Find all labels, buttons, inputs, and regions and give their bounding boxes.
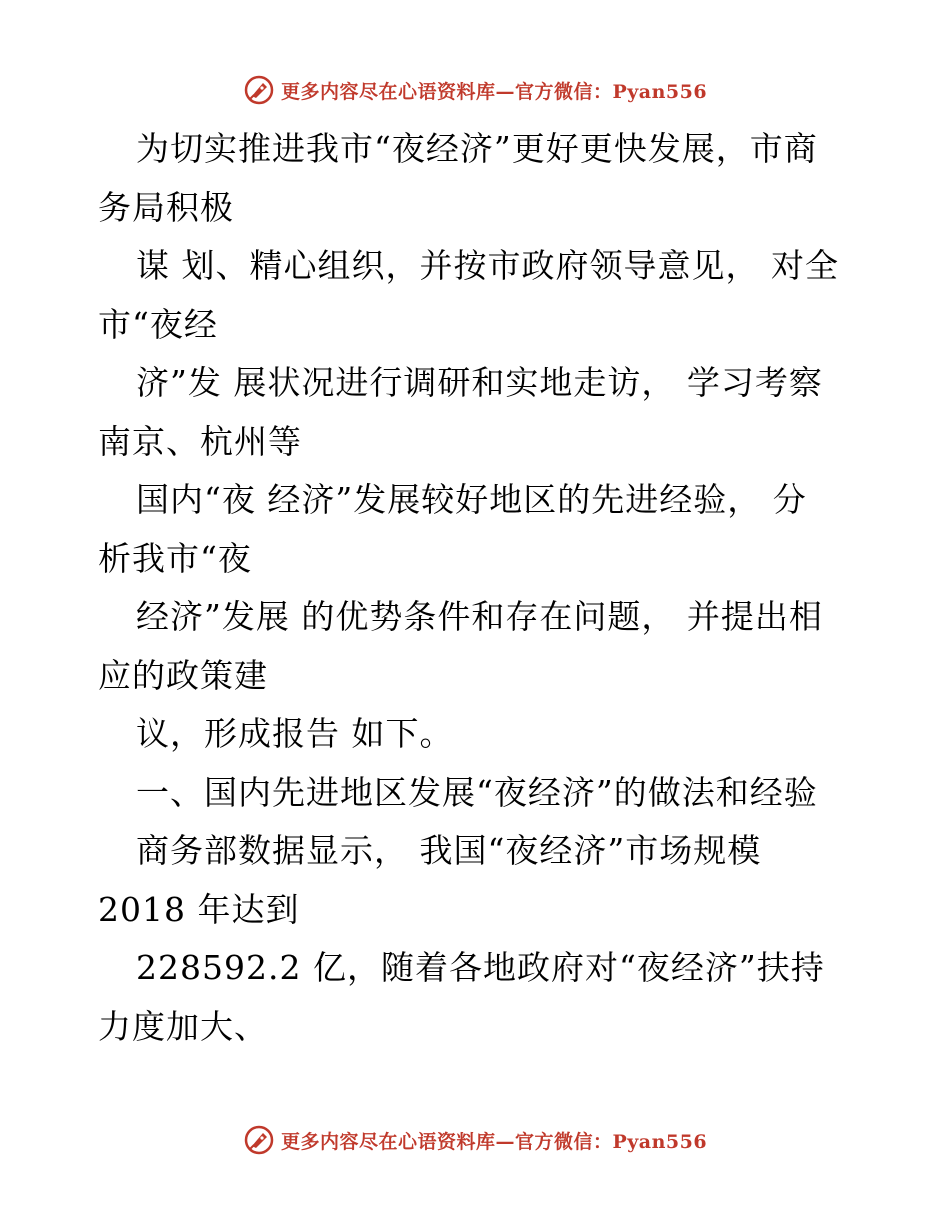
text-line: 国内“夜 经济”发展较好地区的先进经验， 分 (136, 480, 807, 519)
header-watermark (0, 70, 950, 110)
text-line: 析我市“夜 (98, 538, 252, 578)
text-line: 2018 年达到 (98, 889, 300, 929)
text-line: 商务部数据显示， 我国“夜经济”市场规模 (136, 831, 762, 870)
pen-nib-logo-icon (243, 1124, 275, 1156)
pen-nib-logo-icon (243, 74, 275, 106)
text-line: 228592.2 亿，随着各地政府对“夜经济”扶持 (136, 948, 825, 987)
text-line: 应的政策建 (98, 655, 268, 695)
text-line: 市“夜经 (98, 304, 218, 344)
text-line: 议，形成报告 如下。 (136, 714, 454, 753)
text-line: 务局积极 (98, 187, 234, 227)
watermark-text: 更多内容尽在心语资料库—官方微信：Pyan556 (280, 80, 708, 103)
footer-watermark (0, 1120, 950, 1160)
text-line: 力度加大、 (98, 1006, 268, 1046)
text-line: 济”发 展状况进行调研和实地走访， 学习考察 (136, 363, 823, 402)
text-line: 一、国内先进地区发展“夜经济”的做法和经验 (136, 772, 818, 812)
text-line: 谋 划、精心组织，并按市政府领导意见， 对全 (136, 246, 839, 285)
text-line: 南京、杭州等 (98, 421, 302, 461)
text-line: 经济”发展 的优势条件和存在问题， 并提出相 (136, 597, 823, 636)
document-body (98, 120, 858, 1056)
watermark-text: 更多内容尽在心语资料库—官方微信：Pyan556 (280, 1130, 708, 1153)
text-line: 为切实推进我市“夜经济”更好更快发展，市商 (136, 129, 818, 168)
